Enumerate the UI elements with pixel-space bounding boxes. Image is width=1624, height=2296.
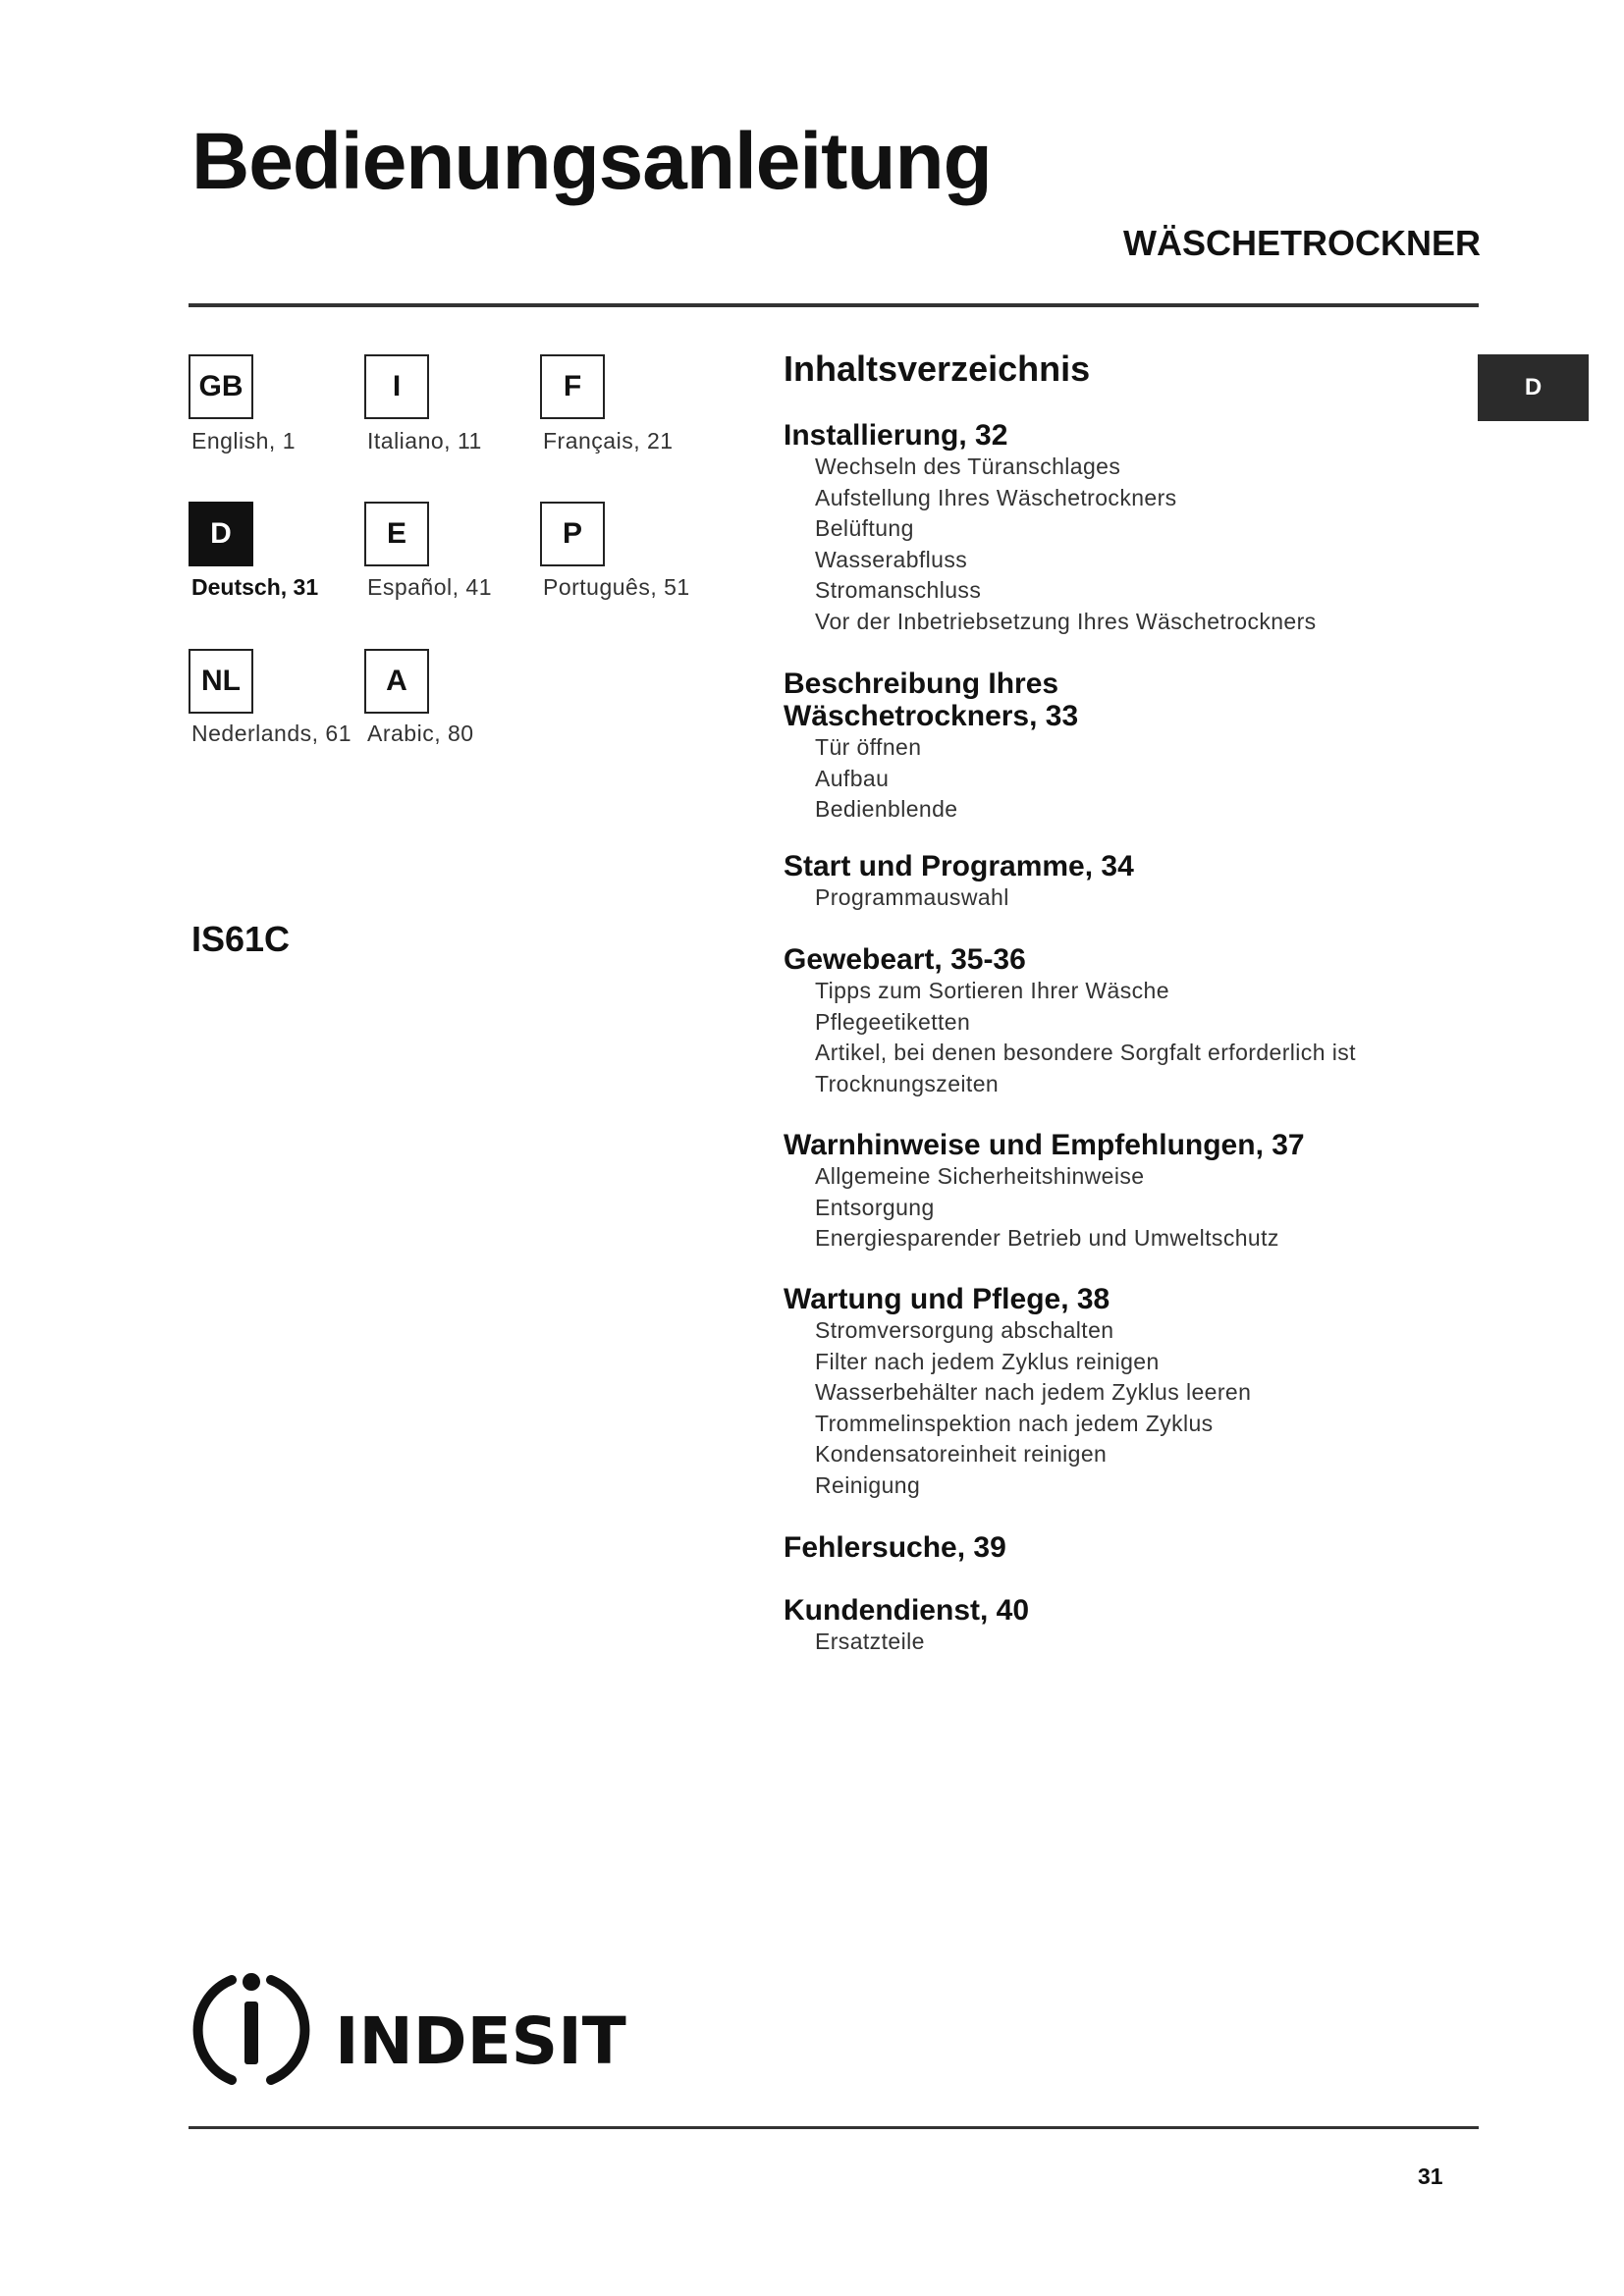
lang-box-d[interactable]: D	[189, 502, 253, 566]
toc-item[interactable]: Aufstellung Ihres Wäschetrockners	[815, 484, 1177, 510]
lang-label-d[interactable]: Deutsch, 31	[191, 574, 319, 600]
page-number: 31	[1418, 2163, 1443, 2189]
toc-item[interactable]: Trocknungszeiten	[815, 1070, 1000, 1096]
lang-label-p[interactable]: Português, 51	[543, 574, 690, 600]
toc-item[interactable]: Tür öffnen	[815, 734, 922, 760]
toc-item[interactable]: Stromanschluss	[815, 577, 982, 603]
model-number: IS61C	[191, 919, 291, 959]
toc-item[interactable]: Kondensatoreinheit reinigen	[815, 1441, 1108, 1467]
language-side-tab: D	[1478, 354, 1589, 421]
toc-heading[interactable]: Installierung, 32	[784, 419, 1008, 452]
toc-item[interactable]: Trommelinspektion nach jedem Zyklus	[815, 1410, 1214, 1436]
toc-item[interactable]: Pflegeetiketten	[815, 1008, 971, 1035]
toc-heading[interactable]: Kundendienst, 40	[784, 1594, 1030, 1627]
indesit-logo-icon	[192, 1967, 644, 2093]
toc-title: Inhaltsverzeichnis	[784, 348, 1091, 389]
bottom-divider	[189, 2126, 1479, 2129]
toc-heading[interactable]: Start und Programme, 34	[784, 850, 1134, 882]
toc-item[interactable]: Artikel, bei denen besondere Sorgfalt erforderlich ist	[815, 1040, 1356, 1065]
page-title: Bedienungsanleitung	[191, 117, 992, 206]
lang-label-i[interactable]: Italiano, 11	[367, 428, 482, 454]
toc-heading[interactable]: Wartung und Pflege, 38	[784, 1283, 1110, 1315]
lang-label-f[interactable]: Français, 21	[543, 428, 674, 454]
toc-item[interactable]: Energiesparender Betrieb und Umweltschutz	[815, 1225, 1279, 1251]
toc-item[interactable]: Stromversorgung abschalten	[815, 1317, 1114, 1343]
toc-item[interactable]: Wechseln des Türanschlages	[815, 454, 1121, 479]
lang-box-p[interactable]: P	[540, 502, 605, 566]
toc-item[interactable]: Vor der Inbetriebsetzung Ihres Wäschetrockners	[815, 608, 1317, 634]
toc-heading[interactable]: Fehlersuche, 39	[784, 1531, 1006, 1564]
product-type: WÄSCHETROCKNER	[1123, 223, 1481, 263]
toc-item[interactable]: Reinigung	[815, 1471, 921, 1498]
toc-item[interactable]: Ersatzteile	[815, 1629, 925, 1654]
toc-item[interactable]: Tipps zum Sortieren Ihrer Wäsche	[815, 978, 1169, 1003]
lang-box-e[interactable]: E	[364, 502, 429, 566]
toc-item[interactable]: Programmauswahl	[815, 884, 1009, 910]
lang-box-gb[interactable]: GB	[189, 354, 253, 419]
toc-item[interactable]: Wasserabfluss	[815, 546, 968, 572]
toc-item[interactable]: Wasserbehälter nach jedem Zyklus leeren	[815, 1379, 1252, 1405]
lang-box-f[interactable]: F	[540, 354, 605, 419]
brand-wordmark: INDESIT	[335, 2003, 626, 2079]
toc-heading[interactable]: Wäschetrockners, 33	[784, 700, 1079, 732]
toc-item[interactable]: Bedienblende	[815, 796, 958, 822]
toc-item[interactable]: Entsorgung	[815, 1194, 935, 1220]
lang-label-gb[interactable]: English, 1	[191, 428, 297, 454]
lang-label-nl[interactable]: Nederlands, 61	[191, 721, 352, 746]
toc-item[interactable]: Belüftung	[815, 515, 914, 541]
toc-heading[interactable]: Warnhinweise und Empfehlungen, 37	[784, 1129, 1305, 1161]
toc-item[interactable]: Filter nach jedem Zyklus reinigen	[815, 1348, 1160, 1374]
lang-label-a[interactable]: Arabic, 80	[367, 721, 474, 746]
toc-item[interactable]: Allgemeine Sicherheitshinweise	[815, 1163, 1145, 1189]
lang-box-i[interactable]: I	[364, 354, 429, 419]
lang-label-e[interactable]: Español, 41	[367, 574, 492, 600]
lang-box-a[interactable]: A	[364, 649, 429, 714]
toc-item[interactable]: Aufbau	[815, 765, 890, 791]
toc-heading[interactable]: Beschreibung Ihres	[784, 667, 1059, 700]
toc-heading[interactable]: Gewebeart, 35-36	[784, 943, 1026, 976]
lang-box-nl[interactable]: NL	[189, 649, 253, 714]
top-divider	[189, 303, 1479, 307]
